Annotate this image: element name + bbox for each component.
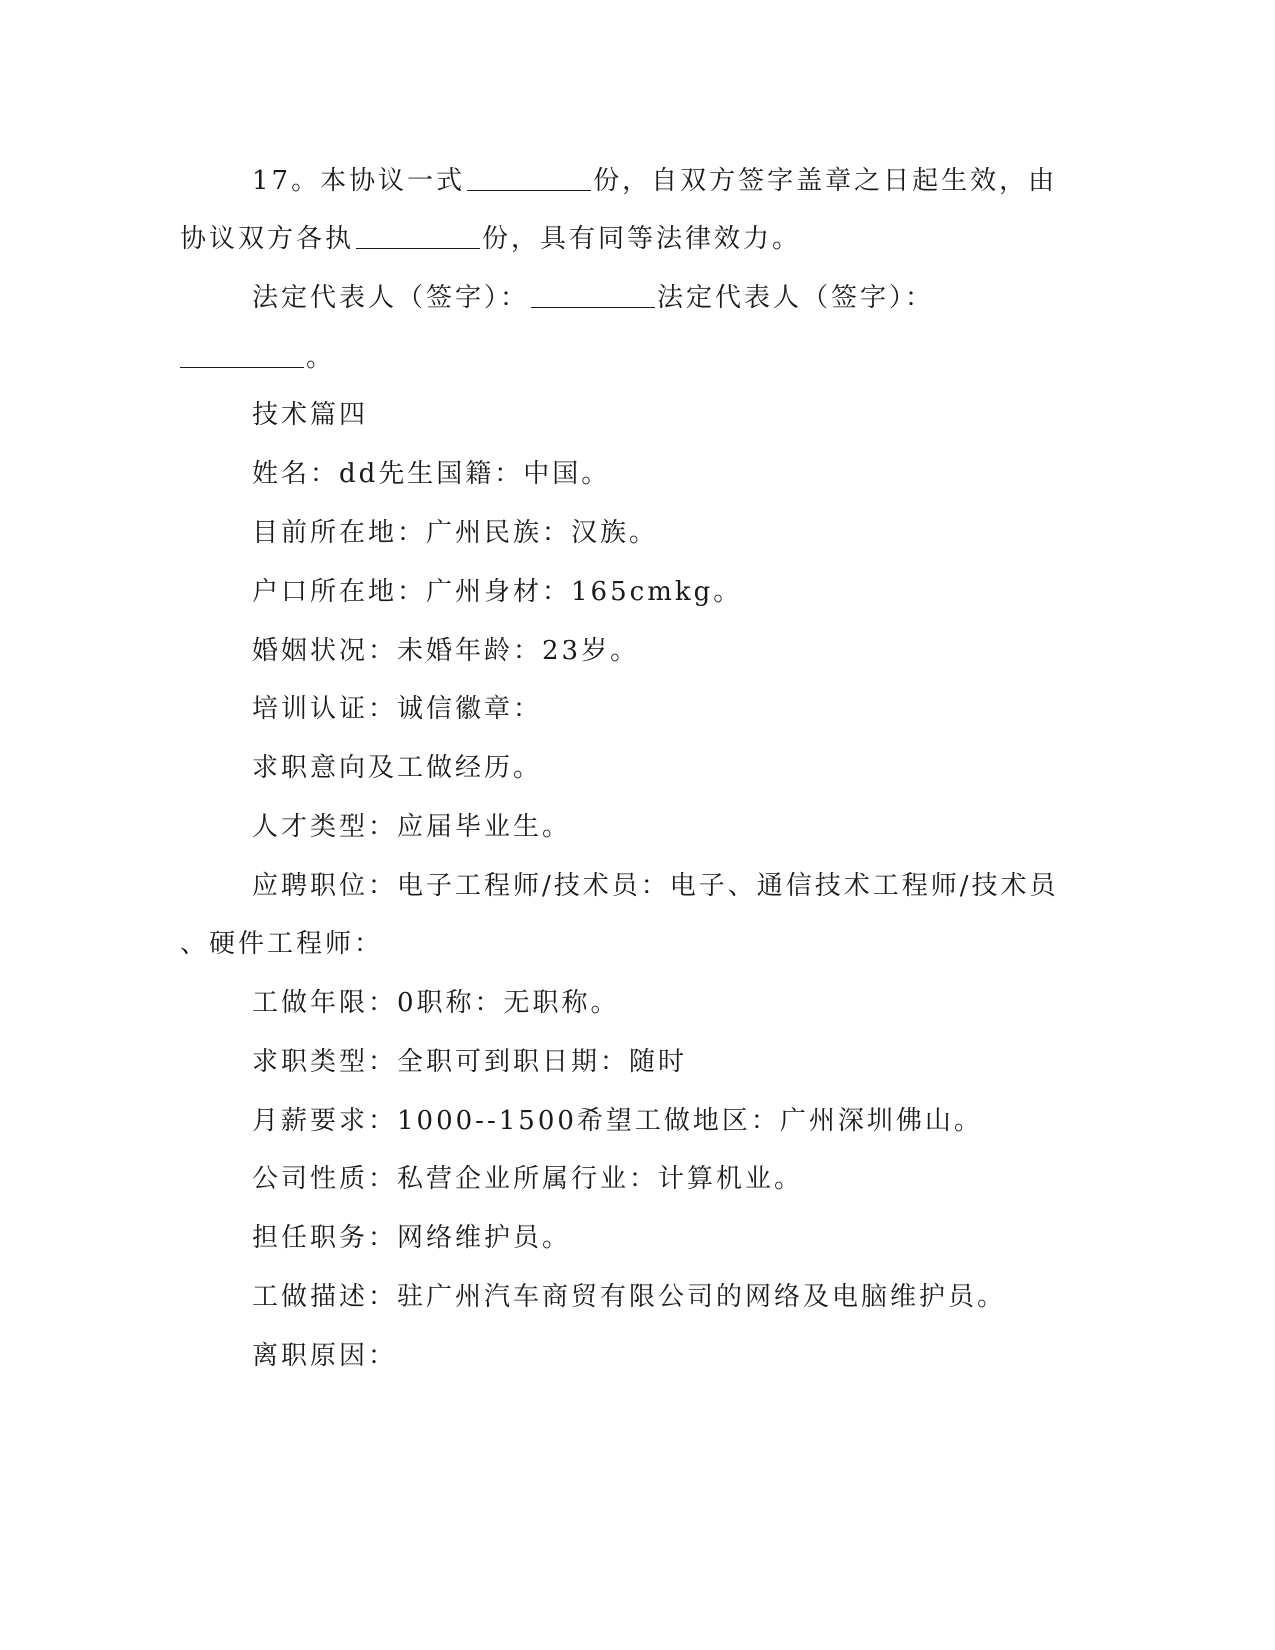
signature-blank-party-b [180,343,304,368]
resume-line-intention: 求职意向及工做经历。 [252,753,543,783]
resume-line-company: 公司性质：私营企业所属行业：计算机业。 [252,1164,804,1194]
clause-17-line-1 [252,164,1132,198]
resume-line-talent-type: 人才类型：应届毕业生。 [252,812,572,842]
resume-line-registered: 户口所在地：广州身材：165cmkg。 [252,577,743,607]
copies-total-blank [467,166,591,191]
clause-17-text-validity: 份，具有同等法律效力。 [482,224,802,254]
signature-blank-party-a [531,283,655,308]
resume-line-description: 工做描述：驻广州汽车商贸有限公司的网络及电脑维护员。 [252,1282,1007,1312]
clause-17-text-start: 17。本协议一式 [252,166,466,196]
signature-continuation-line [180,341,1060,375]
resume-line-position-continued: 、硬件工程师： [180,929,384,959]
copies-each-blank [356,224,480,249]
section-title: 技术篇四 [252,400,369,430]
resume-line-certification: 培训认证：诚信徽章： [252,694,543,724]
signature-label-party-b: 法定代表人（签字）： [657,283,935,313]
resume-line-leaving-reason: 离职原因： [252,1341,398,1371]
resume-line-experience: 工做年限：0职称：无职称。 [252,988,620,1018]
signature-end-punctuation: 。 [306,343,336,373]
resume-line-position: 应聘职位：电子工程师/技术员：电子、通信技术工程师/技术员 [252,871,1059,901]
resume-line-name: 姓名：dd先生国籍：中国。 [252,459,611,489]
clause-17-line-2 [180,222,1060,256]
clause-17-text-end: 份，自双方签字盖章之日起生效，由 [593,166,1058,196]
resume-line-job-type: 求职类型：全职可到职日期：随时 [252,1047,688,1077]
signature-line [252,281,1132,315]
signature-label-party-a: 法定代表人（签字）： [252,283,530,313]
resume-line-role: 担任职务：网络维护员。 [252,1223,572,1253]
resume-line-marital: 婚姻状况：未婚年龄：23岁。 [252,636,640,666]
clause-17-text-each: 协议双方各执 [180,224,355,254]
resume-line-location: 目前所在地：广州民族：汉族。 [252,518,659,548]
resume-line-salary: 月薪要求：1000--1500希望工做地区：广州深圳佛山。 [252,1106,983,1136]
